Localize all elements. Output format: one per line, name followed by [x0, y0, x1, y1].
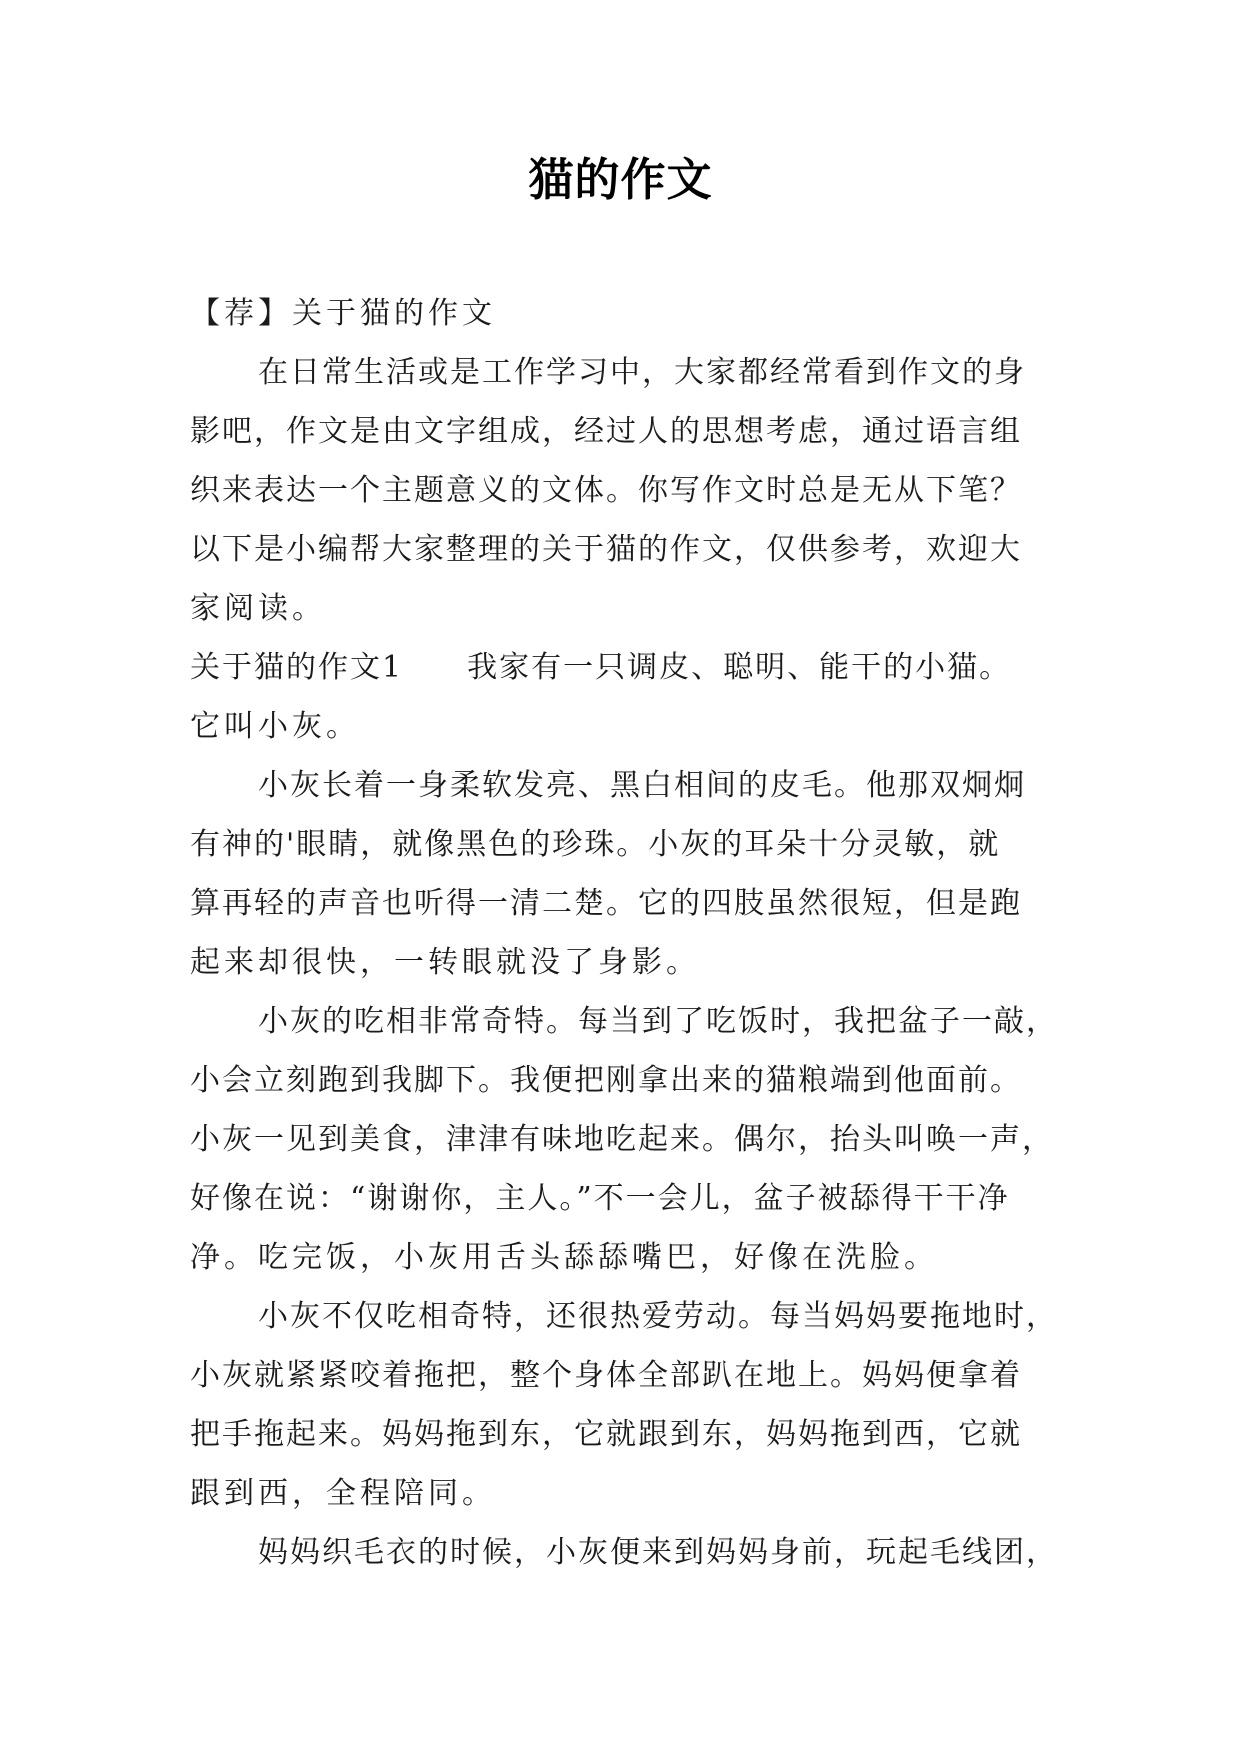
paragraph-line: 小灰就紧紧咬着拖把，整个身体全部趴在地上。妈妈便拿着 [190, 1358, 1022, 1393]
paragraph-line: 净。吃完饭，小灰用舌头舔舔嘴巴，好像在洗脸。 [190, 1240, 938, 1275]
document-body [190, 284, 1060, 1582]
paragraph-line: 妈妈织毛衣的时候，小灰便来到妈妈身前，玩起毛线团， [258, 1535, 1058, 1570]
subtitle-line: 【荐】关于猫的作文 [190, 296, 496, 331]
paragraph-line: 起来却很快，一转眼就没了身影。 [190, 945, 700, 980]
paragraph-line: 跟到西，全程陪同。 [190, 1476, 496, 1511]
paragraph-line: 在日常生活或是工作学习中，大家都经常看到作文的身 [258, 355, 1026, 390]
paragraph-line: 算再轻的声音也听得一清二楚。它的四肢虽然很短，但是跑 [190, 886, 1022, 921]
paragraph-line: 小灰一见到美食，津津有味地吃起来。偶尔，抬头叫唤一声， [190, 1122, 1054, 1157]
paragraph-line: 以下是小编帮大家整理的关于猫的作文，仅供参考，欢迎大 [190, 532, 1022, 567]
document-title: 猫的作文 [528, 153, 713, 206]
paragraph-line: 小灰不仅吃相奇特，还很热爱劳动。每当妈妈要拖地时， [258, 1299, 1058, 1334]
paragraph-line: 家阅读。 [190, 591, 326, 626]
paragraph-line: 小灰的吃相非常奇特。每当到了吃饭时，我把盆子一敲， [258, 1004, 1058, 1039]
paragraph-line: 小灰长着一身柔软发亮、黑白相间的皮毛。他那双炯炯 [258, 768, 1026, 803]
section-heading-line: 关于猫的作文1 我家有一只调皮、聪明、能干的小猫。 [190, 650, 1012, 685]
paragraph-line: 好像在说：“谢谢你，主人。”不一会儿，盆子被舔得干干净 [190, 1181, 1010, 1216]
paragraph-line: 影吧，作文是由文字组成，经过人的思想考虑，通过语言组 [190, 414, 1022, 449]
paragraph-line: 把手拖起来。妈妈拖到东，它就跟到东，妈妈拖到西，它就 [190, 1417, 1022, 1452]
paragraph-line: 小会立刻跑到我脚下。我便把刚拿出来的猫粮端到他面前。 [190, 1063, 1022, 1098]
paragraph-line: 它叫小灰。 [190, 709, 360, 744]
paragraph-line: 织来表达一个主题意义的文体。你写作文时总是无从下笔？ [190, 473, 1022, 508]
paragraph-line: 有神的'眼睛，就像黑色的珍珠。小灰的耳朵十分灵敏，就 [190, 827, 1001, 862]
